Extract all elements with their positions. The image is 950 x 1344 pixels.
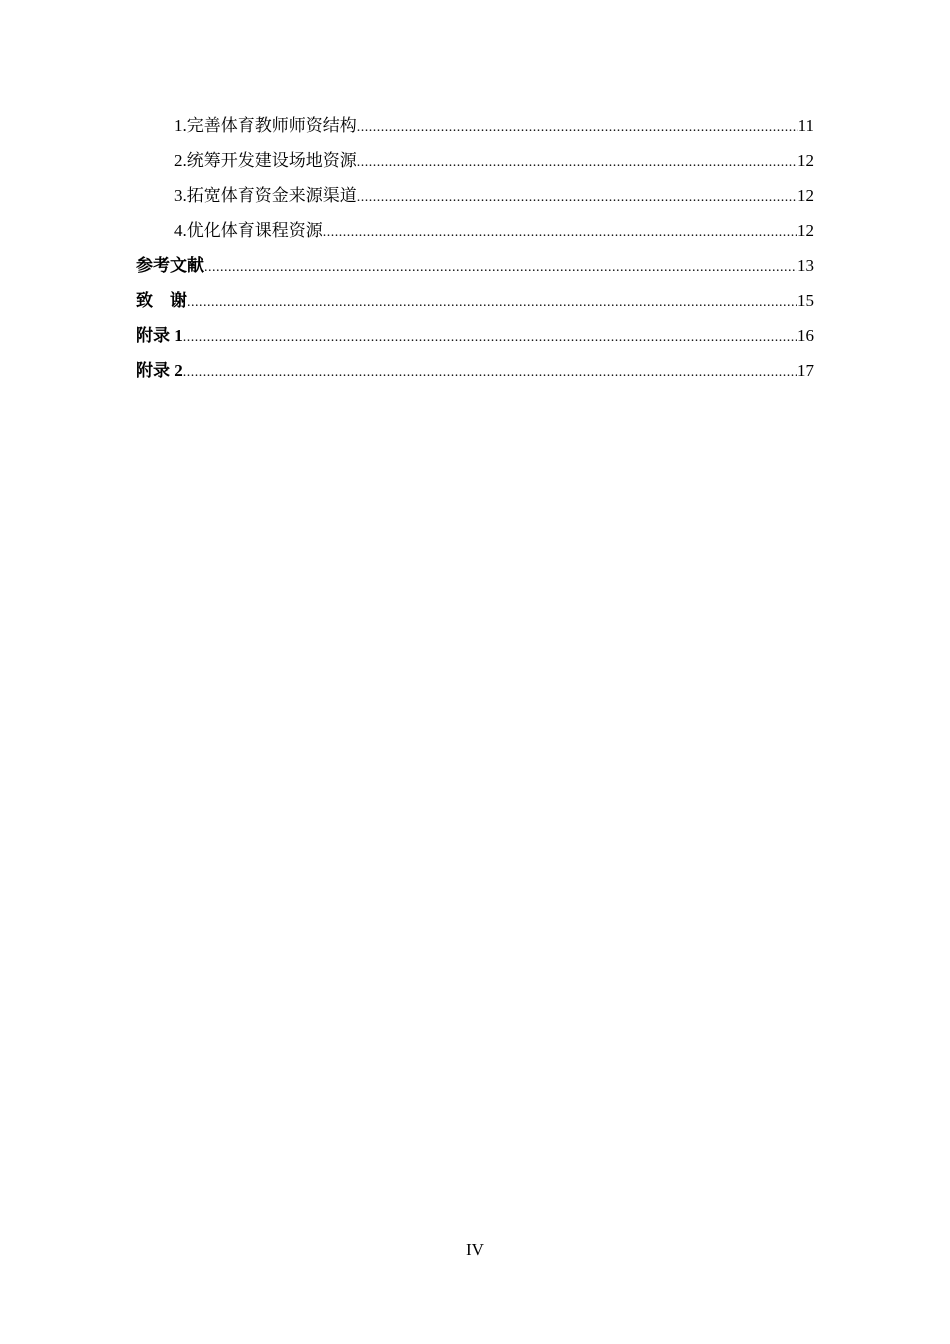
- table-of-contents: [0, 108, 950, 388]
- toc-dot-leader: [183, 353, 797, 388]
- toc-dot-leader: [357, 143, 797, 178]
- toc-entry-label: 4.优化体育课程资源: [174, 221, 323, 240]
- toc-dot-leader: [323, 213, 797, 248]
- toc-entry-label: 附录 2: [136, 361, 183, 380]
- toc-dot-leader: [183, 318, 797, 353]
- toc-entry-label: 致 谢: [136, 291, 187, 310]
- toc-dot-leader: [357, 178, 797, 213]
- toc-entry-course-resources[interactable]: [174, 213, 814, 248]
- toc-dot-leader: [187, 283, 797, 318]
- toc-entry-venue-resources[interactable]: [174, 143, 814, 178]
- toc-entry-label: 附录 1: [136, 326, 183, 345]
- toc-entry-label: 1.完善体育教师师资结构: [174, 116, 357, 135]
- toc-entry-label: 2.统筹开发建设场地资源: [174, 151, 357, 170]
- toc-entry-page: 12: [797, 221, 814, 240]
- toc-entry-page: 11: [797, 116, 814, 135]
- toc-entry-appendix-1[interactable]: [136, 318, 814, 353]
- toc-entry-label: 参考文献: [136, 256, 204, 275]
- toc-entry-appendix-2[interactable]: [136, 353, 814, 388]
- toc-entry-page: 12: [797, 151, 814, 170]
- toc-entry-label: 3.拓宽体育资金来源渠道: [174, 186, 357, 205]
- toc-dot-leader: [204, 248, 797, 283]
- toc-entry-page: 13: [797, 256, 814, 275]
- toc-entry-page: 15: [797, 291, 814, 310]
- toc-entry-page: 17: [797, 361, 814, 380]
- page-number: IV: [466, 1240, 484, 1259]
- toc-entry-acknowledgements[interactable]: [136, 283, 814, 318]
- toc-entry-references[interactable]: [136, 248, 814, 283]
- toc-dot-leader: [357, 108, 798, 143]
- toc-entry-teacher-structure[interactable]: [174, 108, 814, 143]
- toc-entry-page: 12: [797, 186, 814, 205]
- toc-entry-page: 16: [797, 326, 814, 345]
- toc-entry-funding-channels[interactable]: [174, 178, 814, 213]
